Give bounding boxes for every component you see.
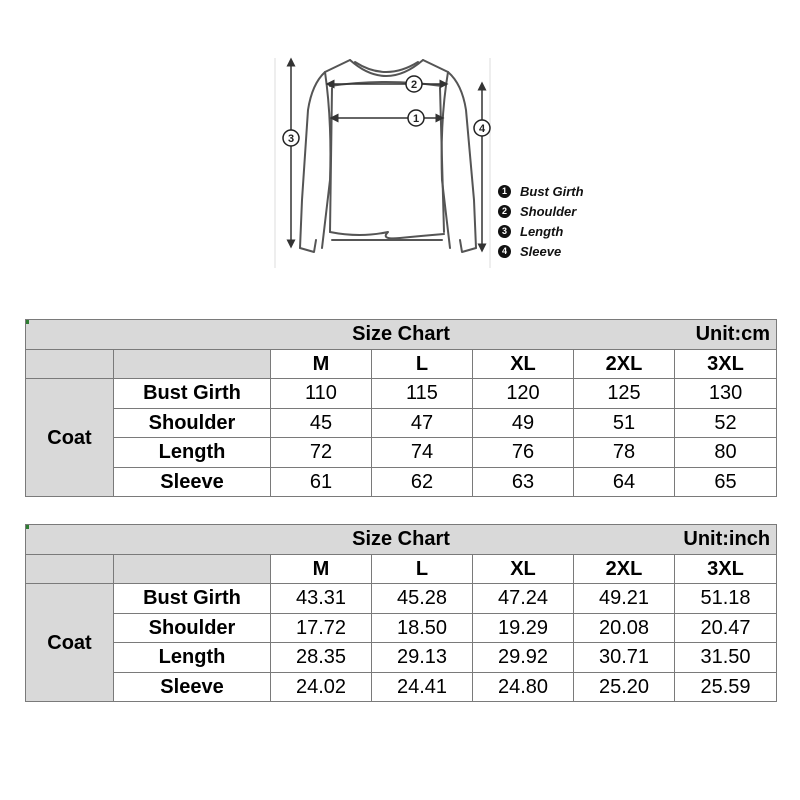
measurement-legend <box>498 181 628 261</box>
value-cell: 20.47 <box>675 613 777 643</box>
legend-number: 1 <box>498 185 511 198</box>
section-label: Coat <box>26 584 114 702</box>
empty-header-cell <box>26 554 114 584</box>
legend-item <box>498 241 628 261</box>
legend-item <box>498 221 628 241</box>
value-cell: 20.08 <box>574 613 675 643</box>
value-cell: 78 <box>574 438 675 468</box>
value-cell: 43.31 <box>271 584 372 614</box>
value-cell: 25.20 <box>574 672 675 702</box>
size-header: XL <box>473 349 574 379</box>
legend-label: Bust Girth <box>520 183 584 199</box>
value-cell: 28.35 <box>271 643 372 673</box>
value-cell: 65 <box>675 467 777 497</box>
row-label: Bust Girth <box>114 584 271 614</box>
empty-header-cell <box>26 349 114 379</box>
row-label: Length <box>114 438 271 468</box>
table-title-cell <box>26 525 777 555</box>
value-cell: 29.92 <box>473 643 574 673</box>
value-cell: 19.29 <box>473 613 574 643</box>
section-label: Coat <box>26 379 114 497</box>
value-cell: 24.41 <box>372 672 473 702</box>
marker-1-bust <box>408 110 424 126</box>
table-row <box>26 379 777 409</box>
row-label: Length <box>114 643 271 673</box>
value-cell: 51 <box>574 408 675 438</box>
value-cell: 47.24 <box>473 584 574 614</box>
value-cell: 63 <box>473 467 574 497</box>
marker-1-label: 1 <box>412 113 420 125</box>
legend-number: 4 <box>498 245 511 258</box>
row-label: Sleeve <box>114 467 271 497</box>
size-header: 3XL <box>675 349 777 379</box>
legend-item <box>498 181 628 201</box>
value-cell: 120 <box>473 379 574 409</box>
table-row <box>26 672 777 702</box>
value-cell: 49 <box>473 408 574 438</box>
size-header: L <box>372 349 473 379</box>
table-title-cell <box>26 320 777 350</box>
legend-label: Sleeve <box>520 243 562 259</box>
sweater-diagram <box>0 0 800 290</box>
table-row <box>26 584 777 614</box>
value-cell: 61 <box>271 467 372 497</box>
marker-2-label: 2 <box>410 79 418 91</box>
empty-header-cell <box>114 554 271 584</box>
size-chart-inch-table <box>25 524 777 702</box>
table-row <box>26 467 777 497</box>
value-cell: 18.50 <box>372 613 473 643</box>
value-cell: 25.59 <box>675 672 777 702</box>
table-title: Size Chart <box>352 323 450 346</box>
value-cell: 110 <box>271 379 372 409</box>
value-cell: 30.71 <box>574 643 675 673</box>
table-title: Size Chart <box>352 528 450 551</box>
legend-number: 3 <box>498 225 511 238</box>
row-label: Bust Girth <box>114 379 271 409</box>
corner-marker <box>26 320 29 324</box>
size-header: L <box>372 554 473 584</box>
legend-label: Shoulder <box>520 203 577 219</box>
size-header: XL <box>473 554 574 584</box>
legend-number: 2 <box>498 205 511 218</box>
value-cell: 24.80 <box>473 672 574 702</box>
value-cell: 52 <box>675 408 777 438</box>
value-cell: 62 <box>372 467 473 497</box>
marker-3-length <box>283 130 299 146</box>
sweater-outline <box>300 60 476 252</box>
value-cell: 72 <box>271 438 372 468</box>
table-row <box>26 613 777 643</box>
value-cell: 49.21 <box>574 584 675 614</box>
row-label: Shoulder <box>114 613 271 643</box>
value-cell: 125 <box>574 379 675 409</box>
empty-header-cell <box>114 349 271 379</box>
value-cell: 64 <box>574 467 675 497</box>
marker-2-shoulder <box>406 76 422 92</box>
size-chart-cm-table <box>25 319 777 497</box>
corner-marker <box>26 525 29 529</box>
value-cell: 45.28 <box>372 584 473 614</box>
value-cell: 74 <box>372 438 473 468</box>
row-label: Shoulder <box>114 408 271 438</box>
value-cell: 51.18 <box>675 584 777 614</box>
marker-3-label: 3 <box>287 133 295 145</box>
size-header: 3XL <box>675 554 777 584</box>
table-row <box>26 438 777 468</box>
size-header-row <box>26 349 777 379</box>
size-header: M <box>271 554 372 584</box>
marker-4-label: 4 <box>478 123 486 135</box>
value-cell: 76 <box>473 438 574 468</box>
size-header-row <box>26 554 777 584</box>
size-header: M <box>271 349 372 379</box>
marker-4-sleeve <box>474 120 490 136</box>
unit-label: Unit:inch <box>683 528 771 551</box>
value-cell: 47 <box>372 408 473 438</box>
title-row <box>26 320 777 350</box>
value-cell: 80 <box>675 438 777 468</box>
size-header: 2XL <box>574 554 675 584</box>
value-cell: 24.02 <box>271 672 372 702</box>
value-cell: 45 <box>271 408 372 438</box>
unit-label: Unit:cm <box>695 323 771 346</box>
legend-label: Length <box>520 223 564 239</box>
size-header: 2XL <box>574 349 675 379</box>
value-cell: 31.50 <box>675 643 777 673</box>
value-cell: 115 <box>372 379 473 409</box>
value-cell: 29.13 <box>372 643 473 673</box>
value-cell: 17.72 <box>271 613 372 643</box>
table-row <box>26 408 777 438</box>
legend-item <box>498 201 628 221</box>
row-label: Sleeve <box>114 672 271 702</box>
value-cell: 130 <box>675 379 777 409</box>
table-row <box>26 643 777 673</box>
title-row <box>26 525 777 555</box>
